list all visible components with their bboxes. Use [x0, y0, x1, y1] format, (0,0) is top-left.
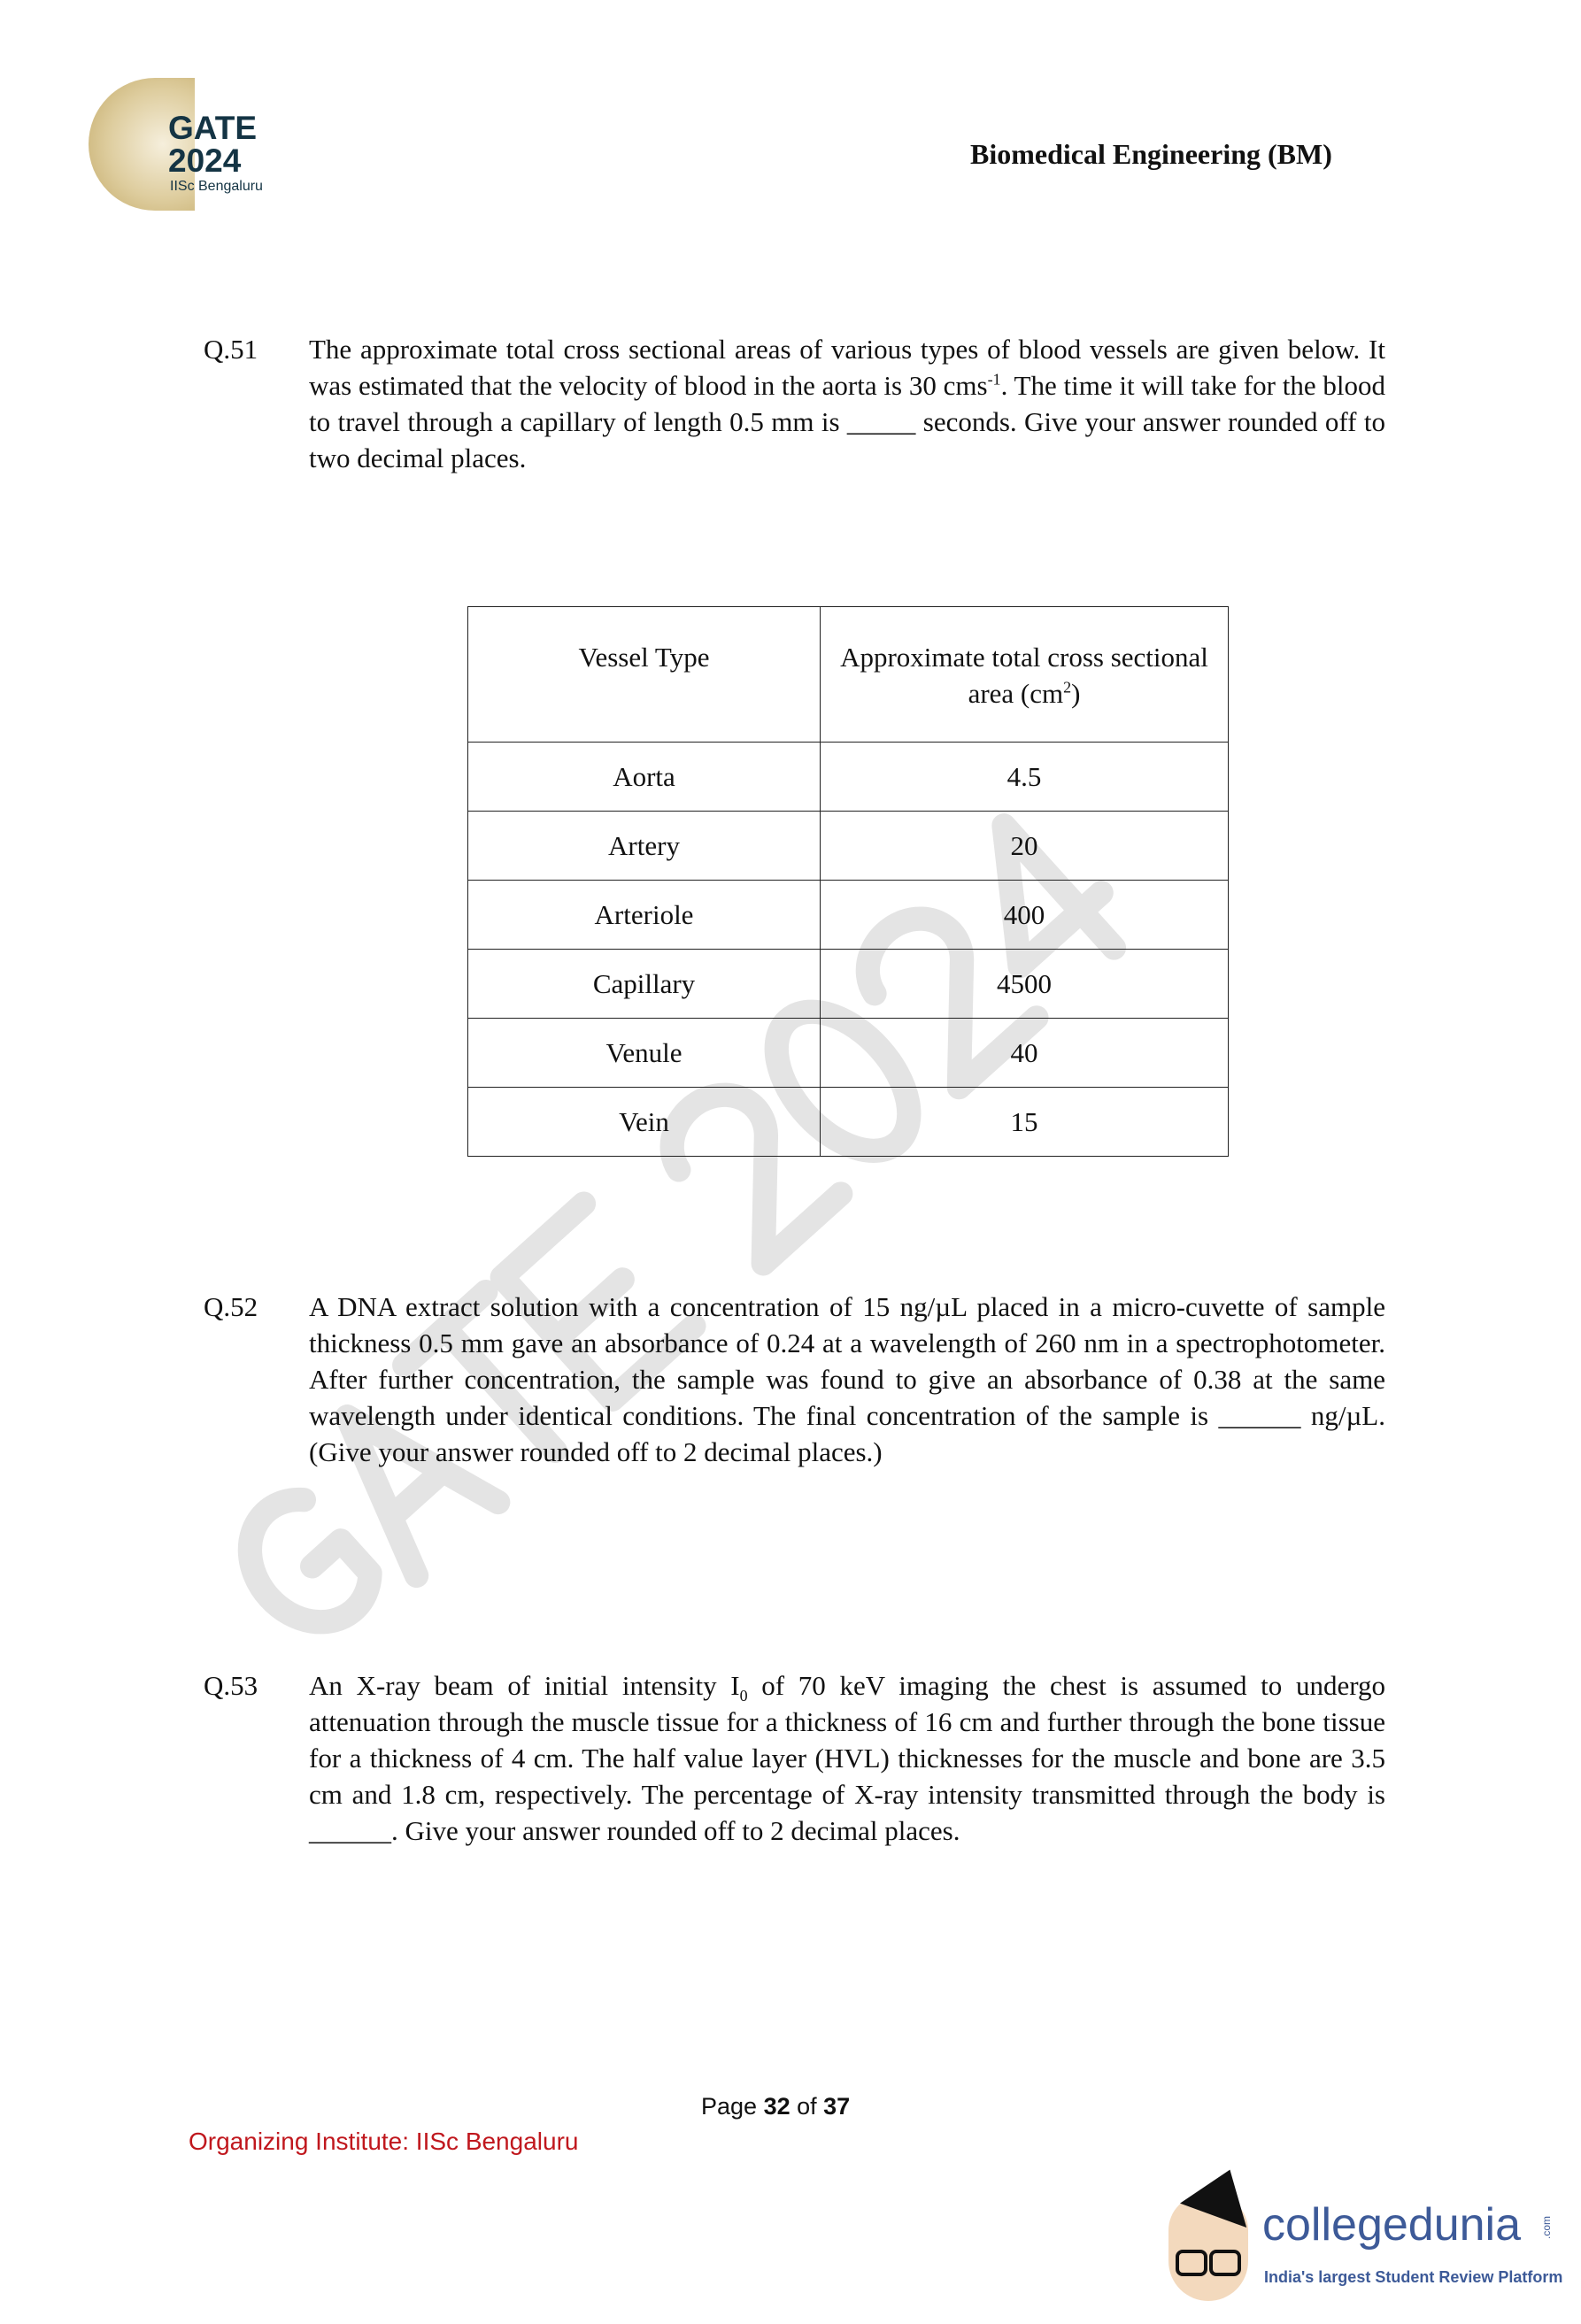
glasses-icon — [1176, 2250, 1207, 2276]
question-number: Q.51 — [204, 334, 258, 365]
brand-suffix: .com — [1540, 2215, 1554, 2240]
logo-title: GATE — [168, 110, 258, 146]
organizing-institute: Organizing Institute: IISc Bengaluru — [189, 2128, 579, 2155]
question-text: The approximate total cross sectional areas of various types of blood vessels are given below. It was estimated that the velocity of blood in the aorta is 30 cms$^{-1}$. The time it will take for the blood to travel through a capillary of length 0.5 mm is _____ seconds. Give your answer rounded off to two decimal places. — [309, 334, 1385, 473]
table-row: Artery 20 — [468, 812, 1229, 881]
table-row: Arteriole 400 — [468, 881, 1229, 950]
question-number: Q.52 — [204, 1291, 258, 1322]
column-header: Vessel Type — [468, 607, 821, 743]
paper-title: Biomedical Engineering (BM) — [970, 138, 1332, 170]
glasses-icon — [1209, 2250, 1241, 2276]
brand-name: collegedunia — [1262, 2199, 1522, 2251]
vessel-table — [467, 606, 1229, 1157]
table-row: Vein 15 — [468, 1088, 1229, 1157]
logo-subtitle: IISc Bengaluru — [170, 179, 263, 194]
question-text: An X-ray beam of initial intensity $I_0$ of 70 keV imaging the chest is assumed to undergo attenuation through the muscle tissue for a thickness of 16 cm and further through the bone tissue for a thickness of 4 cm. The half value layer (HVL) thicknesses for the muscle and bone are 3.5 cm and 1.8 cm, respectively. The percentage of X-ray intensity transmitted through the body is ______. Give your answer rounded off to 2 decimal places. — [309, 1670, 1385, 1846]
column-header: Approximate total cross sectional area $(cm^2)$ — [821, 607, 1229, 743]
brand-tagline: India's largest Student Review Platform — [1264, 2268, 1563, 2286]
table-row: Aorta 4.5 — [468, 743, 1229, 812]
question-number: Q.53 — [204, 1670, 258, 1701]
logo-year: 2024 — [168, 142, 242, 179]
table-row: Capillary 4500 — [468, 950, 1229, 1019]
collegedunia-logo — [1160, 2168, 1576, 2319]
page-number: Page 32 of 37 — [701, 2093, 851, 2120]
gate-logo — [89, 78, 283, 219]
question-text: A DNA extract solution with a concentration of 15 ng/µL placed in a micro-cuvette of sample thickness 0.5 mm gave an absorbance of 0.24 at a wavelength of 260 nm in a spectrophotometer. After further concentration, the sample was found to give an absorbance of 0.38 at the same wavelength under identical conditions. The final concentration of the sample is ______ ng/µL. (Give your answer rounded off to 2 decimal places.) — [309, 1291, 1385, 1467]
table-header-row — [468, 607, 1229, 743]
table-row: Venule 40 — [468, 1019, 1229, 1088]
watermark-letter-g — [225, 1488, 381, 1647]
